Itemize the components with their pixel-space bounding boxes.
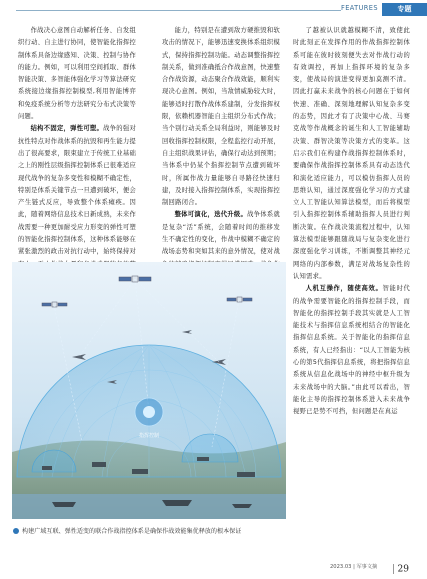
section-tag-en: FEATURES <box>341 4 378 12</box>
paragraph-text: 智能时代的战争需要智能化的指挥控制手段，而智能化的指挥控制手段其实就是人工智能技术与指挥信息系统相结合的智能化指挥信息系统。关于智能化的指挥信息系统，有人已经指出：“以人工智能为核心的第5代指挥信息系统，将把指挥信息系统从信息化战场中的神经中枢升级为未来战场中的大脑。”由此可以看出，智能化主导的指挥控制体系进入未来战争视野已是势不可挡，但问题是在真运 <box>293 285 411 416</box>
paragraph <box>18 123 136 283</box>
page-number: 29 <box>393 564 409 575</box>
caption-bullet-icon <box>13 528 19 534</box>
subheading: 结构不固定，弹性可塑。 <box>30 125 104 133</box>
header-rule <box>16 10 341 11</box>
paragraph: 了越被认识就越模糊不清，致使此时此刻正在发挥作用的作战指挥控制体系可能在彼时彼刻便失去对作战行动的有效调控，再加上指挥环境的复杂多变，使战局的演进变得更加莫测不清。因此打赢未来战争的核心问题在于如何快速、准确、深刻地理解认知复杂多变的态势，因此才有了决策中心战、马赛克战等作战概念的诞生和人工智能辅助决策、群智决策等决策方式的变革。这启示我们在构建作战指挥控制体系时，要确保作战指挥控制体系具有动态迭代和演化适应能力，可以模仿指挥人员的思维认知，通过深度强化学习的方式建立人工智能认知算法模型，而后将模型引入指挥控制体系辅助指挥人员进行判断决策。在作战决策流程过程中，认知算法模型能够跟随战局与复杂变化进行深度强化学习训练，不断调整其神经元网络的内部参数，满足对战场复杂性的认知需求。 <box>293 27 410 280</box>
text-column-1 <box>18 25 136 283</box>
footer-issue: 2023.03 | 军事文摘 <box>330 564 378 570</box>
command-node-core <box>143 406 155 418</box>
paragraph-text: 战争的强对抗性特点对作战体系的抗毁和再生能力提出了很高要求，限束建立于传统工业基础之上的刚性层级指挥控制体系已很难适应现代战争的复杂多变性和模糊不确定性，特别是体系关键节点一旦遭到破坏，便会产生链式反应，导致整个体系瘫痪。因此，随着网络信息技术日新成熟，未来作战需要一种更加耐受应力形变的弹性可塑的智能化指挥控制体系，这种体系能够在紧张激烈的政击对抗行动中，始终保持对 <box>18 125 137 256</box>
paragraph: 能力，特别是在遭到敌方硬推毁和软攻击的情况下，能够迅速变换体系组织模式，保持指挥控制功能。动态调整指挥控制关系，做到准确抵合作战意图，快速整合作战资源，动态聚合作战效能，顺利实现决心意图。例如，当敌情威胁较大时，能够适时打散作战体系建制，分发指挥权限，依赖机器智能自主组织分布式作战；当个别行动关系全局利益时，则能够及时回收指挥控制权限，全程监控行动开展，自主组织战果评估，确保行动达到预期；当体系中仍某个指挥控制节点遭到破坏时，所属作战力量能够自寻路径快速归建，及时接入指挥控制体系，实现指挥控制回路闭合。 <box>162 27 280 207</box>
paragraph-text: 战争体系就是复杂“活”系统，会随着时间的推移发生不确定性的变化，作战中模糊不确定的战场态势和突如其来的意外情况，使对战 <box>162 211 281 256</box>
subheading: 整体可演化，迭代升级。 <box>174 211 248 219</box>
text-column-3 <box>293 25 410 419</box>
section-tag-cn: 专题 <box>382 3 427 16</box>
text-column-2 <box>162 25 280 283</box>
network-illustration <box>12 262 286 519</box>
paragraph <box>293 283 410 418</box>
paragraph: 作战决心意图自动解析任务、自发组织行动、自主进行协同，使智能化指挥控制体系具备边缘感知、决策、控制与协作的能力。例如，可以利用空间抓取、群体智能决策、多智能体强化学习等算法研究系统接边缘指挥控制模型,利用智能博弈和免疫系统分析等方法研究分布式决策等问题。 <box>18 27 136 121</box>
figure-caption <box>13 526 285 538</box>
subheading: 人机互操作，随使高效。 <box>305 285 383 293</box>
satellite-icon <box>227 297 252 302</box>
caption-text: 构建广域互联、弹性适变的联合作战指控体系是确保作战效能集优释放的根本保证 <box>22 528 242 535</box>
command-label: 指挥控制 <box>138 433 160 439</box>
network-illustration-svg <box>12 262 286 519</box>
